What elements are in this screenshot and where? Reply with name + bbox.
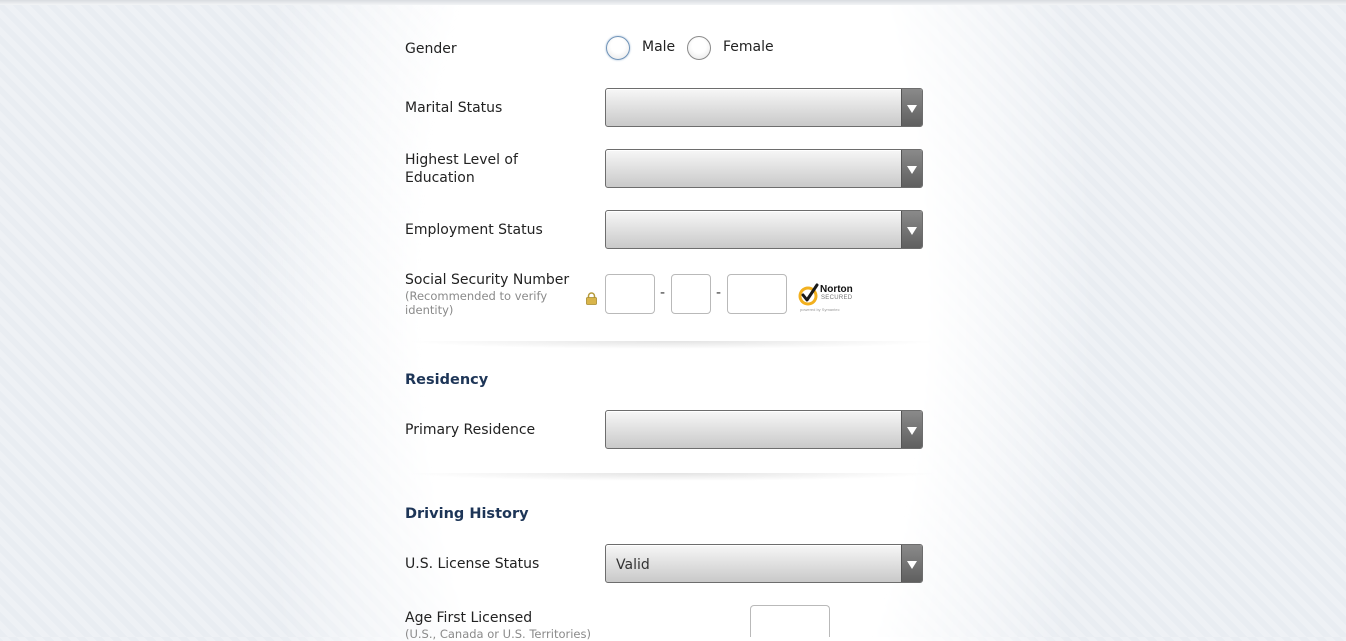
primary-residence-label: Primary Residence xyxy=(405,422,536,438)
gender-label: Gender xyxy=(405,41,457,57)
norton-brand: Norton xyxy=(820,284,853,295)
gender-female-label[interactable]: Female xyxy=(723,39,774,55)
ssn-sub-line2: identity) xyxy=(405,303,454,317)
employment-status-label: Employment Status xyxy=(405,222,543,238)
ssn-sub-line1: (Recommended to verify xyxy=(405,289,548,303)
norton-check-icon xyxy=(797,282,821,308)
norton-powered-text: powered by Symantec xyxy=(800,307,840,312)
license-status-select[interactable] xyxy=(605,544,923,583)
education-label xyxy=(405,151,518,187)
education-label-line1: Highest Level of xyxy=(405,152,518,168)
ssn-separator: - xyxy=(716,285,722,301)
section-divider xyxy=(405,341,940,349)
age-first-licensed-input[interactable] xyxy=(750,605,830,637)
section-divider xyxy=(405,473,940,481)
dropdown-arrow-icon[interactable] xyxy=(901,545,922,582)
dropdown-arrow-icon[interactable] xyxy=(901,150,922,187)
ssn-label-group xyxy=(405,271,569,317)
marital-status-select[interactable] xyxy=(605,88,923,127)
ssn-part3-input[interactable] xyxy=(727,274,787,314)
education-label-line2: Education xyxy=(405,170,475,186)
license-status-label: U.S. License Status xyxy=(405,556,540,572)
ssn-part1-input[interactable] xyxy=(605,274,655,314)
age-first-licensed-label-group xyxy=(405,609,591,641)
marital-status-label: Marital Status xyxy=(405,100,503,116)
gender-male-radio[interactable] xyxy=(606,36,630,60)
ssn-separator: - xyxy=(660,285,666,301)
lock-icon xyxy=(586,292,597,305)
education-select[interactable] xyxy=(605,149,923,188)
ssn-part2-input[interactable] xyxy=(671,274,711,314)
age-first-licensed-label: Age First Licensed xyxy=(405,610,533,626)
age-first-licensed-sub: (U.S., Canada or U.S. Territories) xyxy=(405,627,591,641)
norton-secured-text: SECURED xyxy=(821,295,853,301)
gender-female-radio[interactable] xyxy=(687,36,711,60)
residency-heading: Residency xyxy=(405,372,489,388)
top-border xyxy=(0,0,1346,5)
ssn-label: Social Security Number xyxy=(405,272,570,288)
gender-male-label[interactable]: Male xyxy=(642,39,676,55)
norton-secured-badge[interactable] xyxy=(797,281,857,315)
dropdown-arrow-icon[interactable] xyxy=(901,411,922,448)
dropdown-arrow-icon[interactable] xyxy=(901,211,922,248)
dropdown-arrow-icon[interactable] xyxy=(901,89,922,126)
driving-history-heading: Driving History xyxy=(405,506,529,522)
employment-status-select[interactable] xyxy=(605,210,923,249)
license-status-value: Valid xyxy=(616,557,650,573)
primary-residence-select[interactable] xyxy=(605,410,923,449)
